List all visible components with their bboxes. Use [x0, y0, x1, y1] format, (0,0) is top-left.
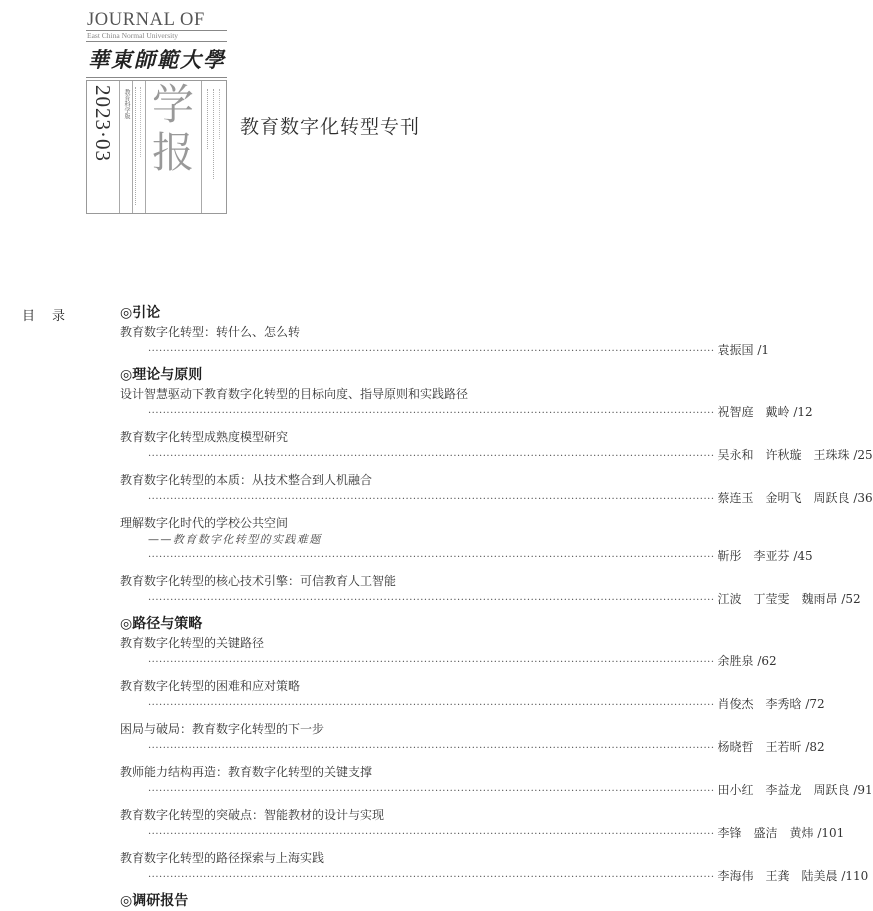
toc-entry-authors-page: 余胜泉 /62 — [717, 654, 777, 668]
toc-entry-leader-line — [120, 446, 873, 464]
toc-entry-title: 教育数字化转型的突破点：智能教材的设计与实现 — [120, 808, 385, 822]
toc-entry-authors-page: 李锋 盛洁 黄炜 /101 — [717, 826, 845, 840]
cover-fineprint-decoration — [219, 89, 221, 139]
toc-entry-title: 教师能力结构再造：教育数字化转型的关键支撑 — [120, 765, 373, 779]
toc-entry[interactable] — [120, 763, 873, 799]
cover-fineprint-decoration — [213, 89, 215, 179]
toc-entry-leader-line — [120, 341, 770, 359]
toc-entry[interactable] — [120, 428, 873, 464]
toc-dot-leader: ·························································································································································· — [148, 595, 715, 606]
cover-rule — [86, 77, 227, 78]
toc-section-heading: ◎引论 — [120, 305, 161, 321]
journal-title-en: JOURNAL OF — [87, 10, 205, 30]
toc-entry-authors-page: 靳彤 李亚芬 /45 — [717, 549, 813, 563]
toc-dot-leader: ·························································································································································· — [148, 657, 715, 668]
toc-dot-leader: ·························································································································································· — [148, 700, 715, 711]
journal-cover — [86, 10, 228, 214]
toc-entry-leader-line — [120, 824, 845, 842]
toc-entry-title: 设计智慧驱动下教育数字化转型的目标向度、指导原则和实践路径 — [120, 387, 469, 401]
toc-entry-authors-page: 蔡连玉 金明飞 周跃良 /36 — [717, 491, 873, 505]
toc-entry[interactable] — [120, 634, 777, 670]
cover-divider — [201, 81, 202, 213]
toc-entry-leader-line — [120, 489, 873, 507]
toc-entry-authors-page: 杨晓哲 王若昕 /82 — [717, 740, 825, 754]
toc-entry-authors-page: 袁振国 /1 — [717, 343, 770, 357]
toc-dot-leader: ·························································································································································· — [148, 786, 715, 797]
special-issue-title: 教育数字化转型专刊 — [240, 116, 421, 138]
toc-entry-title: 教育数字化转型：转什么、怎么转 — [120, 325, 301, 339]
journal-name-cn: 華東師範大學 — [88, 47, 226, 72]
toc-entry-title: 教育数字化转型的困难和应对策略 — [120, 679, 301, 693]
toc-entry-title: 教育数字化转型的关键路径 — [120, 636, 265, 650]
toc-entry[interactable] — [120, 385, 813, 421]
toc-entry-authors-page: 江波 丁莹雯 魏雨昂 /52 — [717, 592, 861, 606]
toc-dot-leader: ·························································································································································· — [148, 743, 715, 754]
cover-big-char-xue: 学 — [151, 80, 194, 129]
toc-entry-authors-page: 吴永和 许秋璇 王珠珠 /25 — [717, 448, 873, 462]
toc-entry-title: 教育数字化转型的核心技术引擎：可信教育人工智能 — [120, 574, 397, 588]
toc-entry[interactable] — [120, 572, 861, 608]
toc-dot-leader: ·························································································································································· — [148, 451, 715, 462]
toc-section-heading: ◎调研报告 — [120, 893, 189, 909]
cover-fineprint-decoration — [140, 87, 142, 157]
toc-label: 目录 — [22, 309, 83, 324]
toc-entry-leader-line — [120, 403, 813, 421]
toc-dot-leader: ·························································································································································· — [148, 346, 715, 357]
toc-entry-authors-page: 田小红 李益龙 周跃良 /91 — [717, 783, 873, 797]
toc-entry-authors-page: 祝智庭 戴岭 /12 — [717, 405, 813, 419]
toc-entry[interactable] — [120, 720, 825, 756]
toc-dot-leader: ·························································································································································· — [148, 408, 715, 419]
toc-entry-title: 教育数字化转型的本质：从技术整合到人机融合 — [120, 473, 373, 487]
toc-entry-title: 理解数字化时代的学校公共空间 — [120, 516, 289, 530]
journal-university-en: East China Normal University — [87, 31, 179, 40]
toc-entry[interactable] — [120, 323, 770, 359]
toc-entry-title: 教育数字化转型的路径探索与上海实践 — [120, 851, 325, 865]
toc-entry-leader-line — [120, 547, 813, 565]
cover-rule — [86, 41, 227, 42]
toc-entry[interactable] — [120, 471, 873, 507]
toc-dot-leader: ·························································································································································· — [148, 829, 715, 840]
cover-body — [86, 80, 227, 214]
toc-entry-leader-line — [120, 867, 869, 885]
cover-fineprint-decoration — [207, 89, 209, 149]
cover-divider — [132, 81, 133, 213]
toc-entry-subtitle: ——教育数字化转型的实践难题 — [148, 533, 322, 546]
toc-entry-title: 教育数字化转型成熟度模型研究 — [120, 430, 289, 444]
toc-dot-leader: ·························································································································································· — [148, 872, 715, 883]
table-of-contents — [120, 304, 873, 911]
toc-entry-leader-line — [120, 738, 825, 756]
cover-big-char-bao: 报 — [151, 128, 194, 177]
toc-entry-leader-line — [120, 695, 825, 713]
toc-entry-authors-page: 李海伟 王龚 陆美晨 /110 — [717, 869, 869, 883]
toc-section-heading: ◎路径与策略 — [120, 616, 203, 632]
cover-divider — [145, 81, 146, 213]
toc-dot-leader: ·························································································································································· — [148, 494, 715, 505]
toc-entry[interactable] — [120, 806, 845, 842]
toc-entry-leader-line — [120, 781, 873, 799]
toc-dot-leader: ·························································································································································· — [148, 552, 715, 563]
toc-entry[interactable] — [120, 677, 825, 713]
toc-entry-authors-page: 肖俊杰 李秀晗 /72 — [717, 697, 825, 711]
toc-entry-leader-line — [120, 590, 861, 608]
toc-section-heading: ◎理论与原则 — [120, 367, 203, 383]
cover-series: 教育科学版 — [123, 89, 130, 119]
cover-fineprint-decoration — [135, 87, 137, 205]
toc-entry[interactable] — [120, 514, 813, 565]
toc-entry-title: 困局与破局：教育数字化转型的下一步 — [120, 722, 325, 736]
toc-entry-leader-line — [120, 652, 777, 670]
toc-entry[interactable] — [120, 849, 869, 885]
cover-issue: 2023·03 — [91, 85, 115, 162]
cover-divider — [119, 81, 120, 213]
